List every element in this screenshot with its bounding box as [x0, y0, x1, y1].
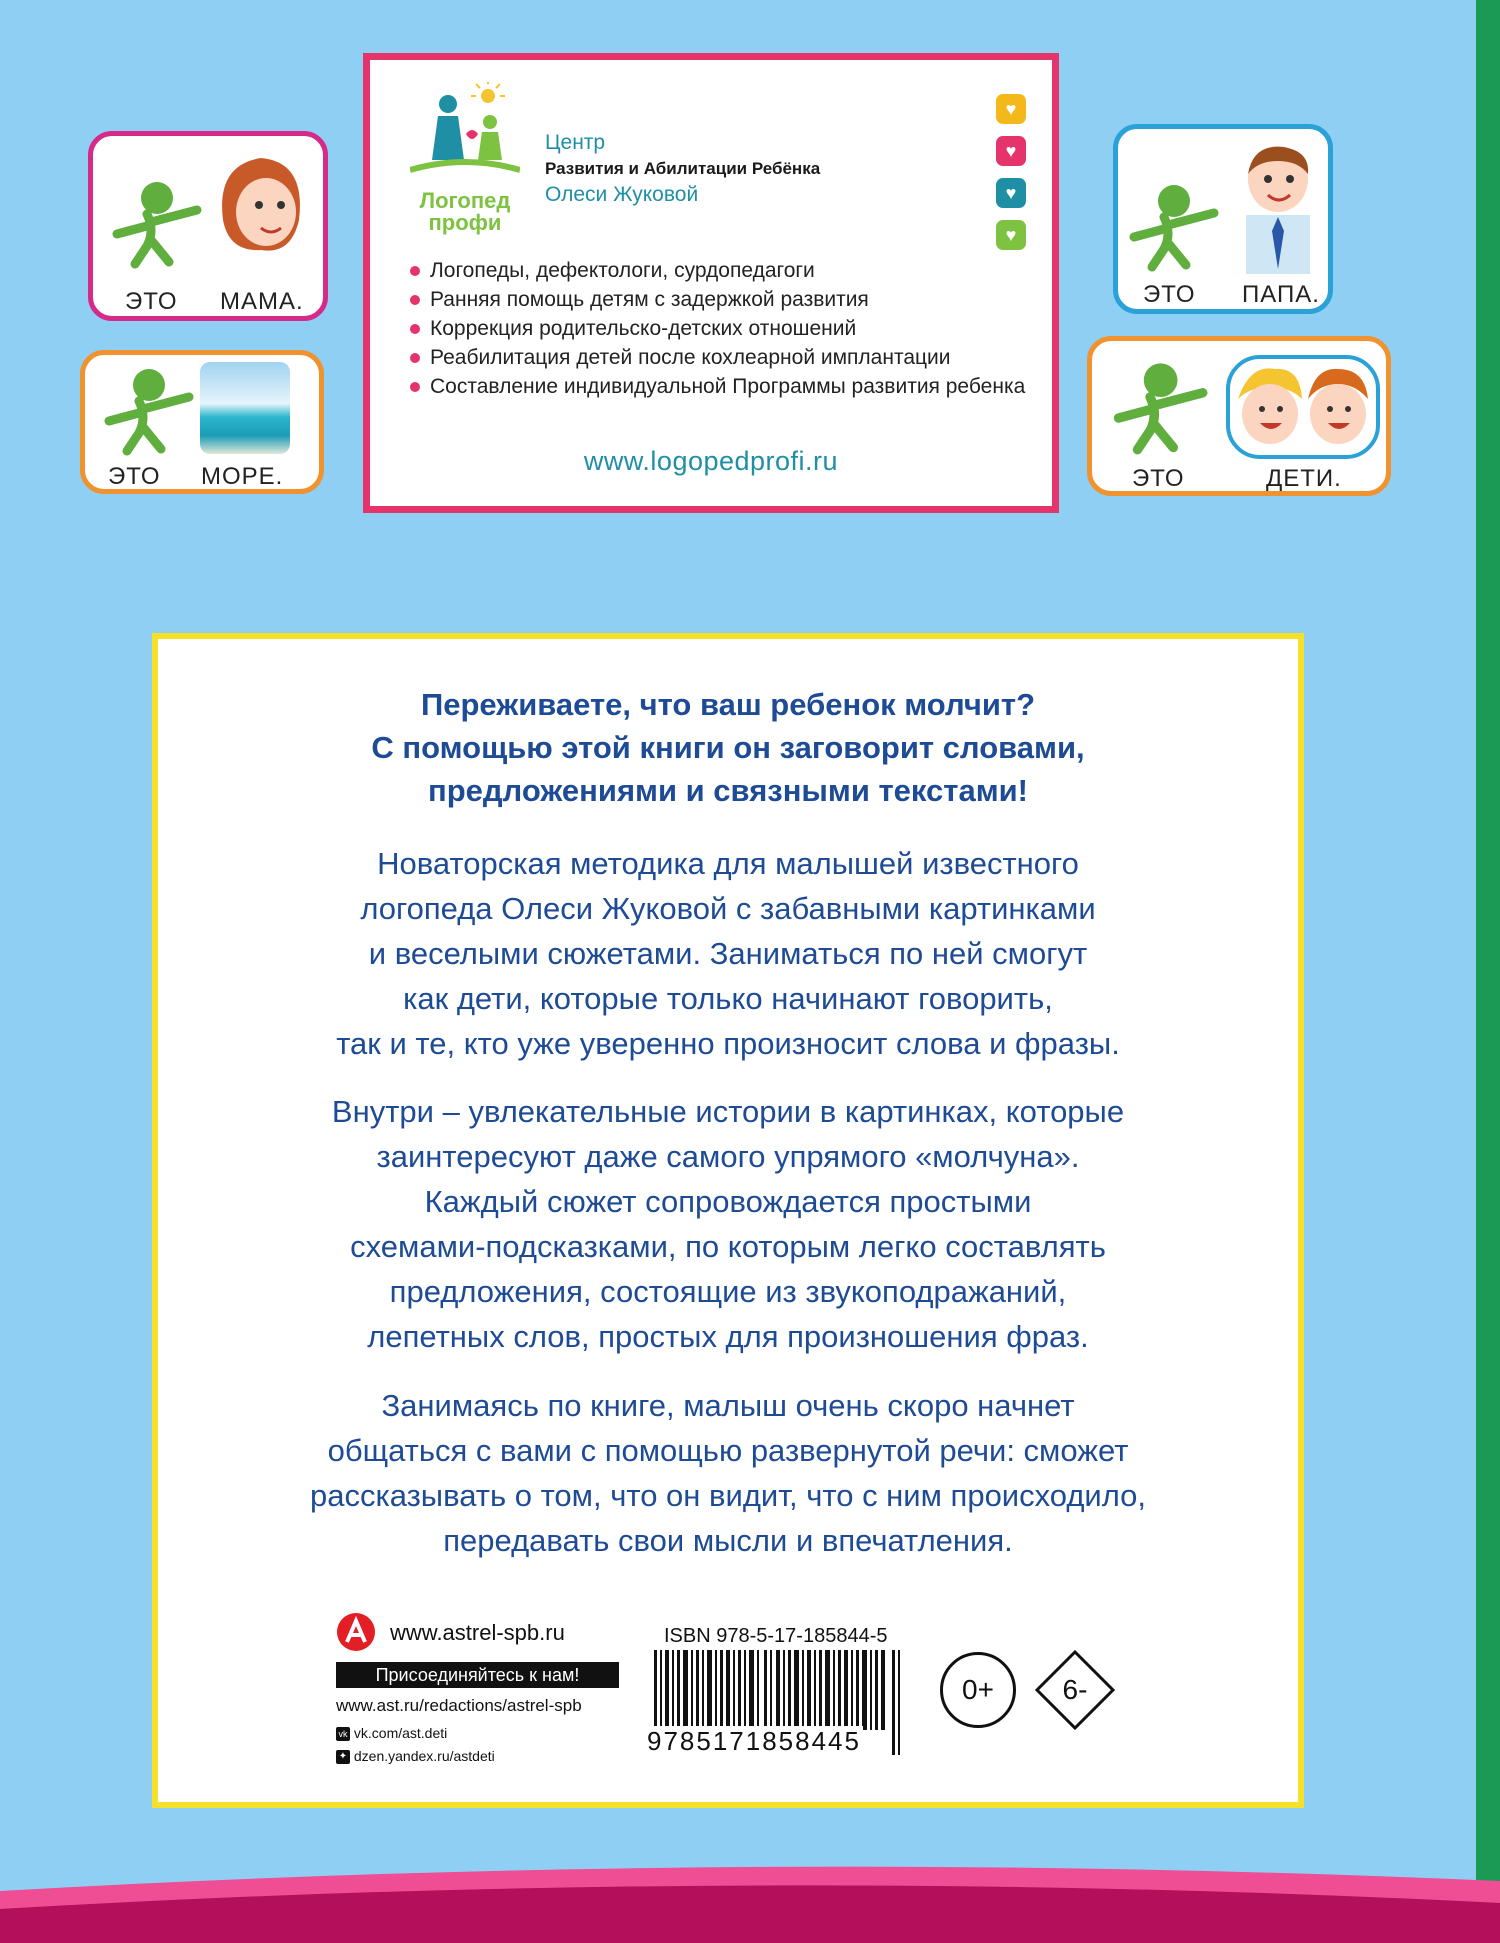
heart-icon: ♥: [996, 136, 1026, 166]
redactions-link[interactable]: www.ast.ru/redactions/astrel-spb: [336, 1696, 582, 1715]
dzen-row: [336, 1748, 495, 1764]
card-deti-right-word: ДЕТИ.: [1266, 465, 1342, 492]
card-mama: [88, 131, 328, 321]
paragraph-line: предложения, состоящие из звукоподражаний,: [389, 1274, 1067, 1309]
services-item: Составление индивидуальной Программы развития ребенка: [410, 372, 1030, 401]
paragraph-line: Занимаясь по книге, малыш очень скоро начнет: [381, 1388, 1075, 1423]
paragraph-line: Внутри – увлекательные истории в картинках, которые: [331, 1094, 1125, 1129]
paragraph-1: [198, 841, 1258, 1066]
paragraph-3: [198, 1383, 1258, 1563]
green-pointer-figure-icon: [107, 176, 202, 271]
isbn-number: ISBN 978-5-17-185844-5: [664, 1625, 888, 1647]
dzen-link[interactable]: dzen.yandex.ru/astdeti: [353, 1748, 495, 1764]
vk-icon: vk: [336, 1727, 350, 1741]
green-pointer-figure-icon: [1108, 357, 1208, 457]
headline: [158, 683, 1298, 812]
headline-line: предложениями и связными текстами!: [427, 773, 1029, 808]
center-title-line1: Центр: [545, 131, 606, 154]
paragraph-line: Новаторская методика для малышей известного: [377, 846, 1079, 881]
headline-line: Переживаете, что ваш ребенок молчит?: [420, 687, 1036, 722]
logopedprofi-logo-icon: [410, 82, 520, 177]
logo-wordmark: [410, 190, 520, 234]
green-pointer-figure-icon: [99, 363, 194, 458]
center-title: [545, 130, 820, 208]
paragraph-line: общаться с вами с помощью развернутой речи: сможет: [327, 1433, 1129, 1468]
services-item: Логопеды, дефектологи, сурдопедагоги: [410, 256, 1030, 285]
center-title-line2: Развития и Абилитации Ребёнка: [545, 159, 821, 178]
card-mama-right-word: МАМА.: [220, 288, 304, 315]
card-mama-left-word: ЭТО: [125, 288, 178, 315]
barcode-digits: 9785171858445: [647, 1726, 861, 1756]
services-item: Реабилитация детей после кохлеарной имплантации: [410, 343, 1030, 372]
heart-icon: ♥: [996, 220, 1026, 250]
age-recommend-badge: [1034, 1649, 1116, 1731]
publisher-site-link[interactable]: www.astrel-spb.ru: [390, 1620, 565, 1645]
join-banner: Присоединяйтесь к нам!: [336, 1662, 619, 1688]
card-deti: [1087, 336, 1391, 496]
paragraph-line: и веселыми сюжетами. Заниматься по ней смогут: [368, 936, 1088, 971]
paragraph-line: схемами-подсказками, по которым легко составлять: [350, 1229, 1106, 1264]
vk-row: [336, 1725, 447, 1741]
right-green-strip: [1476, 0, 1500, 1943]
father-figure-icon: [1228, 139, 1328, 274]
paragraph-2: [198, 1089, 1258, 1359]
card-more-right-word: МОРЕ.: [201, 463, 284, 490]
bottom-decorative-stripe: [0, 1853, 1500, 1943]
green-pointer-figure-icon: [1124, 179, 1219, 274]
age-recommend-label: 6-: [1062, 1674, 1088, 1705]
logopedprofi-website-link[interactable]: www.logopedprofi.ru: [583, 446, 839, 476]
card-more-left-word: ЭТО: [108, 463, 161, 490]
logopedprofi-info-box: [363, 53, 1059, 513]
paragraph-line: заинтересуют даже самого упрямого «молчуна».: [376, 1139, 1080, 1174]
paragraph-line: так и те, кто уже уверенно произносит слова и фразы.: [336, 1026, 1120, 1061]
sea-picture: [200, 362, 290, 454]
dzen-icon: ✦: [336, 1750, 350, 1764]
card-deti-left-word: ЭТО: [1132, 465, 1185, 492]
paragraph-line: лепетных слов, простых для произношения фраз.: [367, 1319, 1089, 1354]
paragraph-line: рассказывать о том, что он видит, что с ним происходило,: [309, 1478, 1147, 1513]
services-list: [410, 256, 1030, 401]
mother-face-icon: [211, 150, 311, 260]
center-title-line3: Олеси Жуковой: [545, 183, 699, 206]
card-papa-left-word: ЭТО: [1143, 281, 1196, 308]
card-more: [80, 350, 324, 494]
logo-wordmark-line1: Логопед: [419, 188, 511, 213]
paragraph-line: Каждый сюжет сопровождается простыми: [424, 1184, 1032, 1219]
heart-tiles: [996, 94, 1026, 262]
card-papa-right-word: ПАПА.: [1242, 281, 1320, 308]
card-papa: [1113, 124, 1333, 314]
services-item: Коррекция родительско-детских отношений: [410, 314, 1030, 343]
heart-icon: ♥: [996, 178, 1026, 208]
logo-wordmark-line2: профи: [428, 210, 502, 235]
paragraph-line: как дети, которые только начинают говорить,: [403, 981, 1053, 1016]
age-rating-badge: 0+: [940, 1652, 1016, 1728]
services-item: Ранняя помощь детям с задержкой развития: [410, 285, 1030, 314]
headline-line: С помощью этой книги он заговорит словами,: [371, 730, 1085, 765]
astrel-logo-icon: [336, 1612, 376, 1652]
children-picture: [1226, 355, 1380, 459]
paragraph-line: логопеда Олеси Жуковой с забавными картинками: [360, 891, 1096, 926]
vk-link[interactable]: vk.com/ast.deti: [353, 1725, 448, 1741]
paragraph-line: передавать свои мысли и впечатления.: [443, 1523, 1013, 1558]
heart-icon: ♥: [996, 94, 1026, 124]
